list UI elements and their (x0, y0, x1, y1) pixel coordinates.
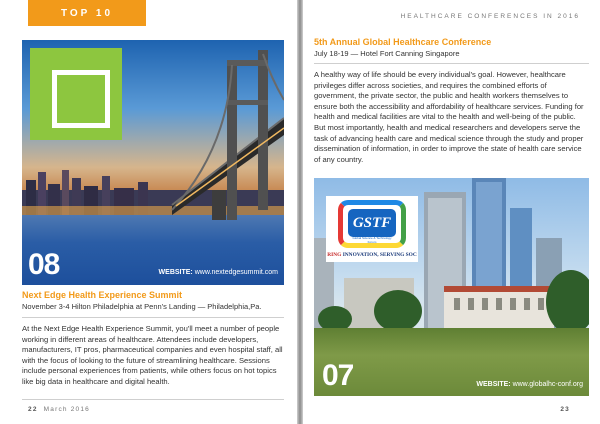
gstf-logo (326, 196, 418, 262)
entry-title: Next Edge Health Experience Summit (22, 290, 183, 300)
entry-body: A healthy way of life should be every individual's goal. However, healthcare privileges differ across societies, and requires the combined efforts of government, the private sector, the public and health workers themselves to ensure both the accessibility and affordability of healthcare services. Funding for health and medical facilities are vital to the health and well-being of the public. But most importantly, health and medical researchers and developers serve the task of advancing health care and medical science through the study and proper dissemination of information, in order to improve the state of health care service of any country. (314, 70, 584, 164)
website-caption (476, 381, 583, 388)
website-link[interactable]: www.nextedgesummit.com (194, 269, 278, 276)
website-label: WEBSITE: (158, 269, 193, 276)
website-caption (159, 269, 278, 276)
entry-body: At the Next Edge Health Experience Summit, you'll meet a number of people working in different areas of healthcare. Attendees include developers, manufacturers, IT pros, pharmaceutical companies and even hospital staff, all with the focus of looking to the future of streamlining healthcare. Sessions include personal experiences from patients, while others focus on hot topics like big data in healthcare and digital health. (22, 324, 283, 386)
divider (314, 63, 589, 64)
page-folio (28, 406, 90, 413)
page-number: 22 (28, 406, 38, 413)
rank-number: 07 (322, 359, 354, 392)
website-link[interactable]: www.globalhc-conf.org (512, 381, 583, 388)
divider (22, 399, 284, 400)
decorative-frame-icon (30, 48, 122, 140)
logo-tagline-accent: RING (327, 252, 342, 258)
logo-tagline-rest: INNOVATION, SERVING SOC (342, 252, 417, 258)
page-folio (560, 406, 570, 413)
entry-title: 5th Annual Global Healthcare Conference (314, 37, 492, 47)
bridge-photo (22, 40, 284, 285)
singapore-photo (314, 178, 589, 396)
logo-mark: GSTF (348, 209, 396, 237)
tree-shape (546, 270, 589, 334)
logo-small-text: Global Science & Technology Forum (352, 236, 392, 244)
issue-date: March 2016 (43, 406, 90, 413)
running-head: HEALTHCARE CONFERENCES IN 2016 (400, 13, 580, 20)
right-page (303, 0, 600, 424)
page-number: 23 (560, 406, 570, 413)
tree-shape (374, 290, 422, 332)
section-tab: TOP 10 (28, 0, 146, 26)
website-label: WEBSITE: (476, 381, 511, 388)
entry-subtitle: November 3-4 Hilton Philadelphia at Penn's Landing — Philadelphia,Pa. (22, 302, 262, 311)
left-page (0, 0, 297, 424)
divider (22, 317, 284, 318)
logo-tagline (326, 252, 418, 258)
rank-number: 08 (28, 248, 60, 281)
entry-subtitle: July 18-19 — Hotel Fort Canning Singapore (314, 49, 460, 58)
